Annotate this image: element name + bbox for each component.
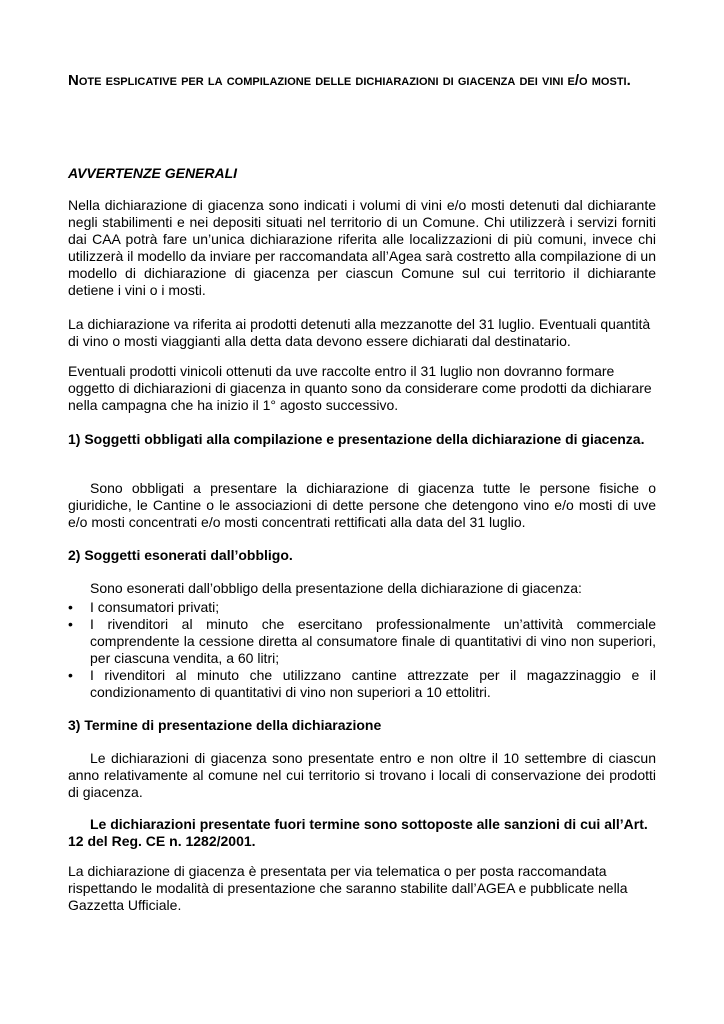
section-3-heading: 3) Termine di presentazione della dichiarazione	[68, 717, 382, 733]
exempt-list	[68, 599, 656, 701]
list-item	[68, 667, 656, 701]
list-item	[68, 616, 656, 667]
general-paragraph-2: La dichiarazione va riferita ai prodotti detenuti alla mezzanotte del 31 luglio. Eventuali quantità di vino o mosti viaggianti alla detta data devono essere dichiarati dal destinatario.	[68, 316, 651, 349]
section-2-intro: Sono esonerati dall’obbligo della presentazione della dichiarazione di giacenza:	[90, 580, 582, 596]
bullet-icon: •	[68, 599, 73, 615]
general-paragraph-1: Nella dichiarazione di giacenza sono indicati i volumi di vini e/o mosti detenuti dal dichiarante negli stabilimenti e nei depositi situati nel territorio di un Comune. Chi utilizzerà i servizi forniti dai CAA potrà fare un’unica dichiarazione riferita alle localizzazioni di più comuni, invece chi utilizzerà il modello da inviare per raccomandata all’Agea sarà costretto alla compilazione di un modello di dichiarazione di giacenza per ciascun Comune sul cui territorio il dichiarante detiene i vini o i mosti.	[68, 197, 656, 298]
general-warnings-heading: AVVERTENZE GENERALI	[68, 165, 238, 181]
section-1-heading: 1) Soggetti obbligati alla compilazione e presentazione della dichiarazione di giacenza.	[68, 431, 645, 447]
section-3-text: Le dichiarazioni di giacenza sono presentate entro e non oltre il 10 settembre di ciascun anno relativamente al comune nel cui territorio si trovano i locali di conservazione dei prodotti di giacenza.	[68, 750, 656, 800]
section-1-text: Sono obbligati a presentare la dichiarazione di giacenza tutte le persone fisiche o giuridiche, le Cantine o le associazioni di dette persone che detengono vino e/o mosti di uve e/o mosti concentrati e/o mosti concentrati rettificati alla data del 31 luglio.	[68, 480, 656, 530]
bullet-icon: •	[68, 616, 73, 632]
sanctions-note: Le dichiarazioni presentate fuori termine sono sottoposte alle sanzioni di cui all’Art. 12 del Reg. CE n. 1282/2001.	[68, 816, 648, 849]
section-2-heading: 2) Soggetti esonerati dall’obbligo.	[68, 547, 293, 563]
submission-note: La dichiarazione di giacenza è presentata per via telematica o per posta raccomandata rispettando le modalità di presentazione che saranno stabilite dall’AGEA e pubblicate nella Gazzetta Ufficiale.	[68, 863, 628, 913]
bullet-icon: •	[68, 667, 73, 683]
list-item-text: I rivenditori al minuto che esercitano professionalmente un’attività commerciale comprendente la cessione diretta al consumatore finale di quantitativi di vino non superiori, per ciascuna vendita, a 60 litri;	[90, 616, 656, 666]
list-item	[68, 599, 656, 616]
list-item-text: I consumatori privati;	[90, 599, 220, 615]
list-item-text: I rivenditori al minuto che utilizzano cantine attrezzate per il magazzinaggio e il condizionamento di quantitativi di vino non superiori a 10 ettolitri.	[90, 667, 656, 700]
general-paragraph-3: Eventuali prodotti vinicoli ottenuti da uve raccolte entro il 31 luglio non dovranno formare oggetto di dichiarazioni di giacenza in quanto sono da considerare come prodotti da dichiarare nella campagna che ha inizio il 1° agosto successivo.	[68, 363, 652, 413]
document-title: Note esplicative per la compilazione delle dichiarazioni di giacenza dei vini e/o mosti.	[68, 72, 631, 89]
